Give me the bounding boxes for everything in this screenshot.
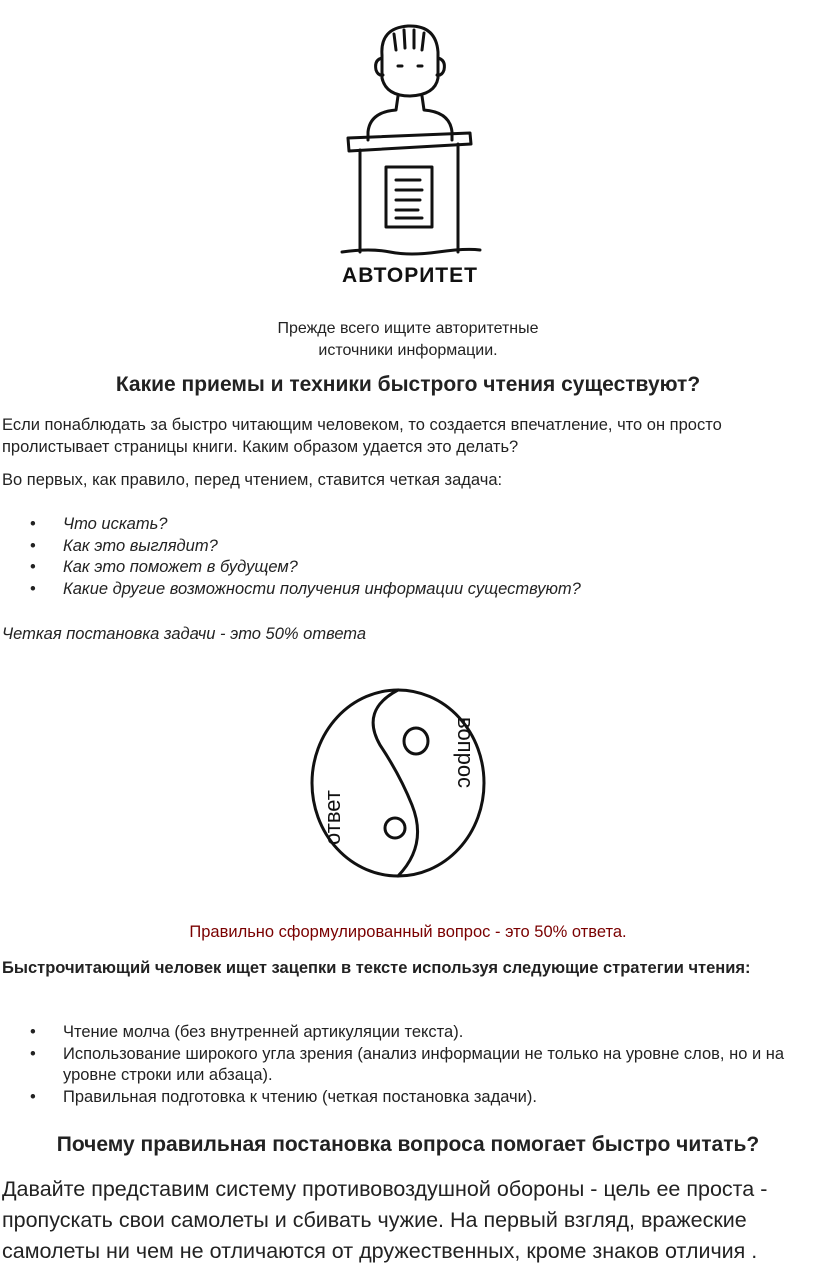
authority-caption-line2: источники информации.: [318, 342, 498, 359]
authority-label: АВТОРИТЕТ: [342, 264, 478, 287]
strategies-list: [0, 1022, 800, 1108]
list-item: • Какие другие возможности получения информации существуют?: [0, 579, 581, 601]
list-item: • Что искать?: [0, 514, 581, 536]
paragraph-observation: Если понаблюдать за быстро читающим человеком, то создается впечатление, что он просто пролистывает страницы книги. Каким образом удается это делать?: [2, 416, 722, 456]
yin-yang-illustration: [300, 675, 500, 885]
list-item: • Как это выглядит?: [0, 536, 581, 558]
question-word: вопрос: [453, 717, 478, 789]
strategies-intro: Быстрочитающий человек ищет зацепки в тексте используя следующие стратегии чтения:: [2, 959, 751, 977]
emphasis-text: Четкая постановка задачи - это 50% ответа: [2, 625, 367, 643]
list-item: • Чтение молча (без внутренней артикуляции текста).: [0, 1022, 800, 1044]
list-item: • Использование широкого угла зрения (анализ информации не только на уровне слов, но и на уровне строки или абзаца).: [0, 1044, 800, 1087]
heading-techniques: Какие приемы и техники быстрого чтения существуют?: [115, 373, 701, 396]
paragraph-air-defense: Давайте представим систему противовоздушной обороны - цель ее проста - пропускать свои самолеты и сбивать чужие. На первый взгляд, вражеские самолеты ни чем не отличаются от дружественных, кроме знаков отличия .: [2, 1177, 768, 1263]
list-item: • Правильная подготовка к чтению (четкая постановка задачи).: [0, 1087, 800, 1109]
list-item: • Как это поможет в будущем?: [0, 557, 581, 579]
authority-caption: [0, 318, 816, 362]
paragraph-first-step: Во первых, как правило, перед чтением, ставится четкая задача:: [2, 471, 503, 489]
heading-why: Почему правильная постановка вопроса помогает быстро читать?: [56, 1133, 760, 1156]
question-caption: Правильно сформулированный вопрос - это 50% ответа.: [189, 923, 627, 941]
questions-list: [0, 514, 581, 600]
authority-bust-illustration: [330, 20, 490, 295]
answer-word: ответ: [320, 790, 345, 845]
authority-caption-line1: Прежде всего ищите авторитетные: [277, 320, 539, 337]
